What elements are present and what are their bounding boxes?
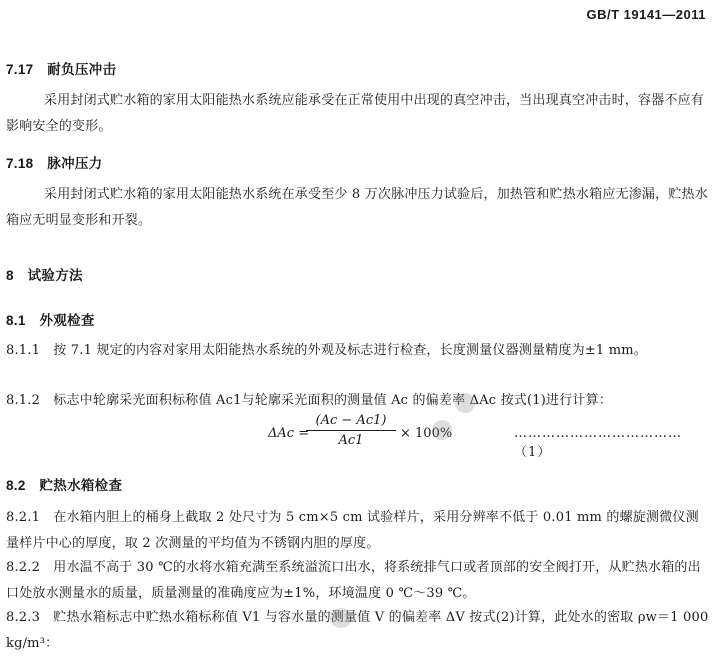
formula-number: ………………………………（1） — [514, 426, 682, 460]
paragraph-8-1-1: 8.1.1 按 7.1 规定的内容对家用太阳能热水系统的外观及标志进行检查，长度测量仪器测量精度为±1 mm。 — [6, 343, 647, 358]
paragraph-8-1-2: 8.1.2 标志中轮廓采光面积标称值 Ac1与轮廓采光面积的测量值 Ac 的偏差率 ΔAc 按式(1)进行计算： — [6, 393, 613, 408]
scan-blot — [455, 393, 475, 413]
paragraph-8-2-1: 8.2.1 在水箱内胆上的桶身上截取 2 处尺寸为 5 cm×5 cm 试验样片，采用分辨率不低于 0.01 mm 的螺旋测微仪测量样片中心的厚度，取 2 次测量的平均值为不锈钢内胆的厚度。 — [6, 510, 699, 551]
formula-numerator: (Ac − Ac1) — [306, 413, 396, 431]
formula-denominator: Ac1 — [338, 433, 364, 448]
paragraph-7-18: 采用封闭式贮水箱的家用太阳能热水系统在承受至少 8 万次脉冲压力试验后，加热管和贮热水箱应无渗漏，贮热水箱应无明显变形和开裂。 — [6, 187, 708, 228]
paragraph-8-2-3: 8.2.3 贮热水箱标志中贮热水箱标称值 V1 与容水量的测量值 V 的偏差率 ΔV 按式(2)计算，此处水的密取 ρw＝1 000 kg/m³： — [6, 610, 709, 651]
paragraph-8-2-2: 8.2.2 用水温不高于 30 ℃的水将水箱充满至系统溢流口出水，将系统排气口或者顶部的安全阀打开，从贮热水箱的出口处放水测量水的质量，质量测量的准确度应为±1%，环境温度 0 ℃～39 ℃。 — [6, 560, 701, 601]
heading-8: 8 试验方法 — [6, 268, 83, 283]
formula-lhs: ΔAc = — [268, 426, 310, 441]
scan-blot — [330, 608, 352, 628]
heading-8-2: 8.2 贮热水箱检查 — [6, 478, 123, 493]
scan-blot — [432, 420, 452, 440]
standard-number: GB/T 19141—2011 — [586, 7, 706, 22]
formula-fraction — [306, 413, 396, 448]
heading-7-18: 7.18 脉冲压力 — [6, 156, 103, 171]
formula-1 — [262, 413, 712, 460]
paragraph-7-17: 采用封闭式贮水箱的家用太阳能热水系统应能承受在正常使用中出现的真空冲击，当出现真空冲击时，容器不应有影响安全的变形。 — [6, 93, 705, 134]
heading-8-1: 8.1 外观检查 — [6, 313, 95, 328]
formula-rhs: × 100% — [400, 426, 453, 441]
heading-7-17: 7.17 耐负压冲击 — [6, 62, 117, 77]
